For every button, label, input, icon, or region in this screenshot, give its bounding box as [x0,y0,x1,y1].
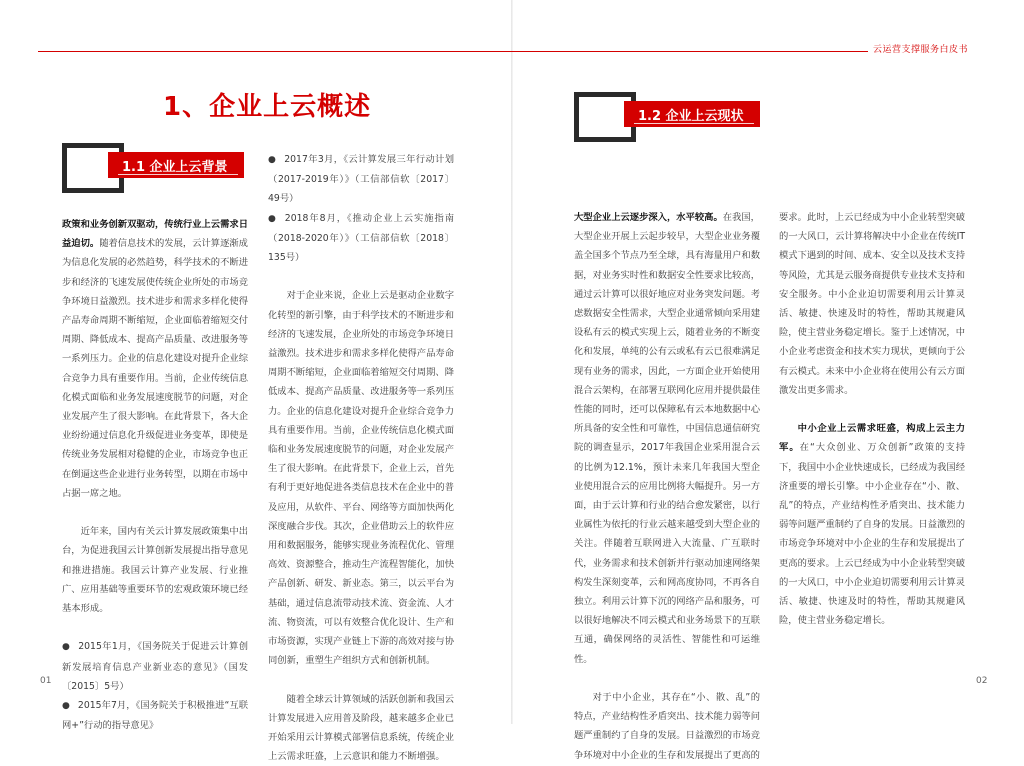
paragraph: 随着全球云计算领域的活跃创新和我国云计算发展进入应用普及阶段，越来越多企业已开始采用云计算模式部署信息系统，传统企业上云需求旺盛，上云意识和能力不断增强。 [268,693,454,763]
page-number: 01 [40,676,52,686]
section-heading-underline [634,123,754,124]
right-column-1 [574,208,760,765]
bullet-icon: ● [62,642,71,653]
paragraph [574,208,760,669]
bullet-icon: ● [268,155,277,165]
paragraph-body: 在我国，大型企业开展上云起步较早，大型企业业务覆盖全国多个节点乃至全球，具有海量用户和数据，对业务实时性和数据安全性要求比较高，通过云计算可以很好地应对业务突发问题。考虑数据安全性需求，大型企业通常倾向采用建设私有云的模式实现上云，随着业务的不断变化和发展，单纯的公有云或私有云已很难满足现有业务的需求，因此，一方面企业开始使用混合云架构，在部署互联网化应用并提供最佳性能的同时，还可以保障私有云本地数据中心所具备的安全性和可靠性，中国信息通信研究院的调查显示，2017年我国企业采用混合云的比例为12.1%，预计未来几年我国大型企业使用混合云的应用比例将大幅提升。另一方面，由于云计算和行业的结合愈发紧密，以行业属性为依托的行业云越来越受到大型企业的关注。伴随着互联网进入大流量、广互联时代，业务需求和技术创新并行驱动加速网络架构发生深刻变革，云和网高度协同，不再各自独立。利用云计算下沉的网络产品和服务，可以很好地解决不同云模式和业务场景下的互联互通，确保网络的灵活性、智能性和可运维性。 [574,212,760,665]
list-item [268,209,454,268]
section-heading-text: 1.1 企业上云背景 [122,159,228,175]
bullet-icon: ● [268,213,277,224]
section-heading-underline [118,174,238,175]
page-number: 02 [976,676,988,686]
list-item-text: 2015年1月，《国务院关于促进云计算创新发展培育信息产业新业态的意见》（国发〔2015〕5号） [62,641,248,692]
book-spine [511,0,513,724]
bullet-icon: ● [62,701,70,712]
paragraph: 对于企业来说，企业上云是驱动企业数字化转型的新引擎，由于科学技术的不断进步和经济的飞速发展，企业所处的市场竞争环境日益激烈。技术进步和需求多样化使得产品寿命周期不断缩短，企业面临着缩短交付周期、降低成本、提高产品质量、改进服务等一系列压力。企业的信息化建设对提升企业综合竞争力具有重要作用。当前，企业传统信息化模式面临和业务发展速度脱节的问题，对企业发展产生了很大影响。在此背景下，企业上云，首先有利于更好地促进各类信息技术在企业中的普及应用，从软件、平台、网络等方面加快两化深度融合步伐。其次，企业借助云上的软件应用和数据服务，能够实现业务流程优化、管理高效、资源整合，推动生产流程智能化，加快产品创新、研发、新业态。第三，以云平台为基础，通过信息流带动技术流、资金流、人才流、物资流，可以有效整合优化设计、生产和市场资源，实现产业链上下游的高效对接与协同创新，重塑生产组织方式和创新机制。 [268,290,454,667]
paragraph: 近年来，国内有关云计算发展政策集中出台，为促进我国云计算创新发展提出指导意见和推进措施。我国云计算产业发展、行业推广、应用基础等重要环节的宏观政策环境已经基本形成。 [62,526,248,615]
paragraph: 要求。此时，上云已经成为中小企业转型突破的一大风口，云计算将解决中小企业在传统IT模式下遇到的时间、成本、安全以及技术支持等风险，尤其是云服务商提供专业技术支持和安全服务。中小企业迫切需要利用云计算灵活、敏捷、快速及时的特性，帮助其规避风险，使主营业务稳定增长。鉴于上述情况，中小企业考虑资金和技术实力现状，更倾向于公有云模式。未来中小企业将在使用公有云方面激发出更多需求。 [779,212,965,396]
left-column-2 [268,150,454,766]
paragraph [62,215,248,503]
paragraph-lead: 大型企业上云逐步深入，水平较高。 [574,212,723,223]
policy-list [268,150,454,267]
list-item [268,150,454,209]
section-heading-1-2 [624,101,760,127]
section-heading-1-1 [108,152,244,178]
paragraph: 对于中小企业，其存在“小、散、乱”的特点，产业结构性矛盾突出、技术能力弱等问题严重制约了自身的发展。日益激烈的市场竞争环境对中小企业的生存和发展提出了更高的 [574,692,760,761]
left-column-1 [62,215,248,735]
header-rule-left [38,51,512,52]
list-item-text: 2018年8月，《推动企业上云实施指南（2018-2020年）》（工信部信软〔2018〕135号） [268,212,454,264]
running-header: 云运营支撑服务白皮书 [873,45,969,55]
policy-list [62,637,248,735]
section-heading-text: 1.2 企业上云现状 [638,108,744,124]
list-item-text: 2017年3月，《云计算发展三年行动计划（2017-2019年）》（工信部信软〔2017〕49号） [268,154,454,205]
right-column-2 [779,208,965,630]
list-item [62,696,248,735]
list-item-text: 2015年7月，《国务院关于积极推进“互联网+”行动的指导意见》 [62,700,248,732]
paragraph-body: 在“大众创业、万众创新”政策的支持下，我国中小企业快速成长，已经成为我国经济重要的增长引擎。中小企业存在“小、散、乱”的特点，产业结构性矛盾突出、技术能力弱等问题严重制约了自身的发展。日益激烈的市场竞争环境对中小企业的生存和发展提出了更高的要求。上云已经成为中小企业转型突破的一大风口，中小企业迫切需要利用云计算灵活、敏捷、快速及时的特性，帮助其规避风险，使主营业务稳定增长。 [779,442,965,627]
chapter-title: 1、企业上云概述 [163,92,372,122]
paragraph-body: 随着信息技术的发展，云计算逐渐成为信息化发展的必然趋势，科学技术的不断进步和经济的飞速发展使传统企业所处的市场竞争环境日益激烈。技术进步和需求多样化使得产品寿命周期不断缩短，企业面临着缩短交付周期、降低成本、提高产品质量、改进服务等一系列压力。企业的信息化建设对提升企业综合竞争力具有重要作用。当前，企业传统信息化模式面临和业务发展速度脱节的问题，对企业发展产生了很大影响。在此背景下，各大企业纷纷通过信息化升级促进业务变革，即使是传统业务发展相对稳健的企业，市场竞争也正在倒逼这些企业进行业务转型，以期在市场中占据一席之地。 [62,238,248,499]
header-rule-right [512,51,868,52]
list-item [62,637,248,696]
paragraph [779,419,965,630]
paragraph-lead: 政策和业务创新双驱动，传统行业上云需求日益迫切。 [62,219,248,250]
paragraph-lead: 中小企业上云需求旺盛，构成上云主力军。 [779,423,965,454]
